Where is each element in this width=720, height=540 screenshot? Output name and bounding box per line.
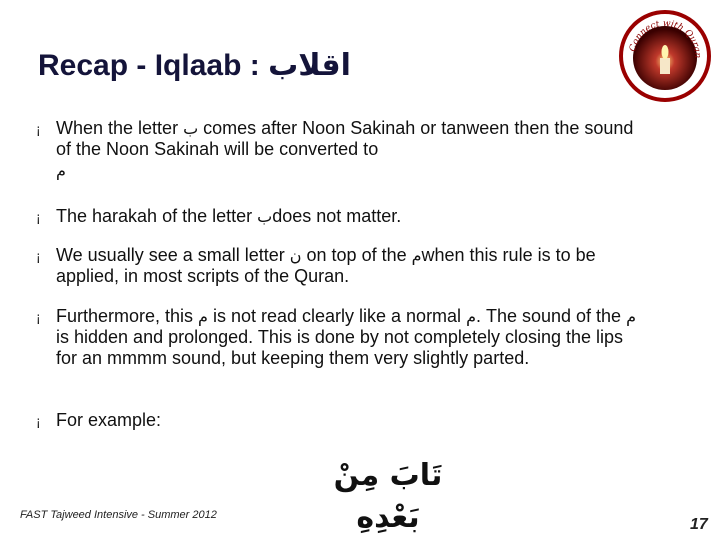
- title-prefix: Recap - Iqlaab :: [38, 49, 269, 82]
- page-number: 17: [690, 516, 708, 533]
- text-run: comes after Noon Sakinah or tanween then the sound of the Noon Sakinah will be converted to: [56, 118, 634, 159]
- bullet-marker: ¡: [36, 121, 41, 137]
- text-run: when this rule is to be applied, in most scripts of the Quran.: [56, 245, 596, 286]
- text-run: does not matter.: [272, 206, 402, 226]
- text-run: The harakah of the letter: [56, 206, 258, 226]
- text-run: on top of the: [301, 245, 412, 265]
- arabic-example: تَابَ مِنْ بَعْدِهِ: [333, 458, 443, 535]
- slide-title: [38, 48, 351, 83]
- arabic-letter: م: [411, 246, 422, 265]
- logo-text: Connect with Quran: [628, 18, 703, 59]
- footer-text: FAST Tajweed Intensive - Summer 2012: [20, 509, 217, 521]
- text-run: . The sound of the: [475, 306, 627, 326]
- bullet-marker: ¡: [36, 209, 41, 225]
- arabic-letter: ب: [257, 207, 273, 226]
- bullet-marker: ¡: [36, 248, 41, 264]
- text-run: Furthermore, this: [56, 306, 199, 326]
- arabic-letter: ب: [183, 119, 199, 138]
- text-run: We usually see a small letter: [56, 245, 290, 265]
- arabic-letter: م: [466, 307, 476, 326]
- text-run: is hidden and prolonged. This is done by not completely closing the lips for an mmmm sound, but keeping them very slightly parted.: [56, 327, 624, 368]
- arabic-letter: م: [626, 307, 636, 326]
- title-arabic: اقلاب: [268, 48, 351, 83]
- text-run: is not read clearly like a normal: [207, 306, 467, 326]
- logo: [617, 8, 713, 104]
- candle-icon: [617, 8, 713, 104]
- bullet-text: [56, 206, 636, 227]
- text-run: For example:: [56, 410, 162, 430]
- text-run: When the letter: [56, 118, 184, 138]
- arabic-letter: م: [56, 161, 66, 180]
- bullet-text: [56, 410, 636, 431]
- bullet-marker: ¡: [36, 413, 41, 429]
- bullet-text: [56, 245, 636, 287]
- arabic-letter: ن: [289, 246, 302, 265]
- bullet-text: [56, 306, 636, 369]
- bullet-marker: ¡: [36, 309, 41, 325]
- arabic-letter: م: [198, 307, 208, 326]
- bullet-text: [56, 118, 636, 181]
